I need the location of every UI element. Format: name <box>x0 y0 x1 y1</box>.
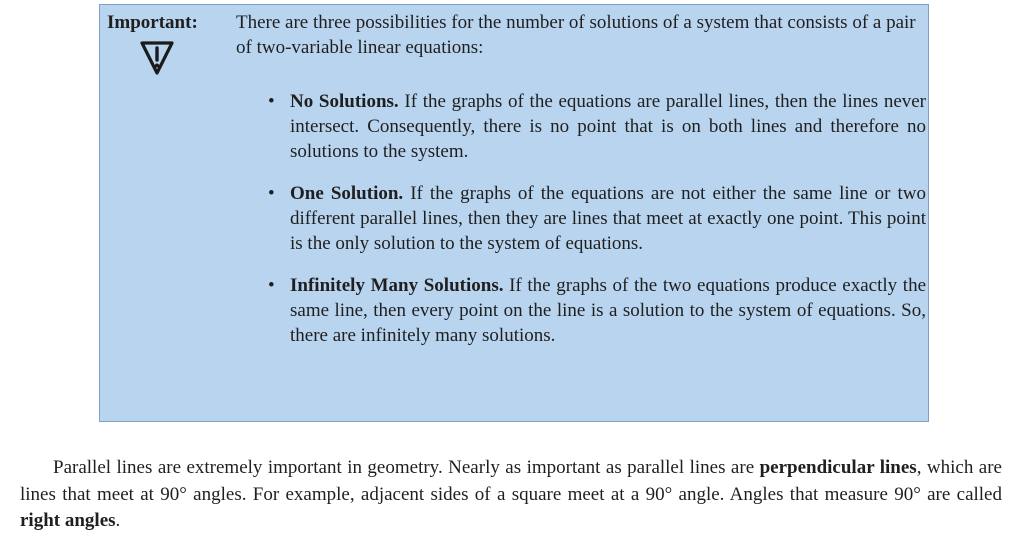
bullet-text: If the graphs of the two equations produce exactly the same line, then every point on the line is a solution to the system of equations. So, there are infinitely many solutions. <box>290 275 927 346</box>
bullet-title: No Solutions. <box>290 91 399 112</box>
list-item-one-solution <box>268 181 926 256</box>
bullet-text: If the graphs of the equations are not either the same line or two different parallel lines, then they are lines that meet at exactly one point. This point is the only solution to the system of equations. <box>290 183 926 254</box>
term-perpendicular-lines: perpendicular lines <box>759 457 917 478</box>
bullet-title: One Solution. <box>290 183 404 204</box>
bullet-dot-icon: • <box>268 91 275 112</box>
list-item-infinitely-many <box>268 273 926 348</box>
body-paragraph <box>20 455 1002 535</box>
callout-label: Important: <box>107 12 198 33</box>
term-right-angles: right angles <box>20 510 116 531</box>
solutions-list <box>268 89 926 365</box>
paragraph-text: , which are lines that meet at 90° angles. For example, adjacent sides of a square meet at a 90° angle. Angles that measure 90° are called <box>20 457 1002 505</box>
important-callout <box>99 4 929 422</box>
bullet-dot-icon: • <box>268 275 275 296</box>
paragraph-text: . <box>115 510 121 531</box>
callout-intro-text: There are three possibilities for the number of solutions of a system that consists of a pair of two-variable linear equations: <box>236 12 916 58</box>
list-item-no-solutions <box>268 89 926 164</box>
bullet-text: If the graphs of the equations are parallel lines, then the lines never intersect. Consequently, there is no point that is on both lines and therefore no solutions to the system. <box>290 91 927 162</box>
bullet-title: Infinitely Many Solutions. <box>290 275 504 296</box>
bullet-dot-icon: • <box>268 183 275 204</box>
paragraph-text: Parallel lines are extremely important in geometry. Nearly as important as parallel lines are <box>53 457 760 478</box>
warning-triangle-icon <box>138 38 176 78</box>
